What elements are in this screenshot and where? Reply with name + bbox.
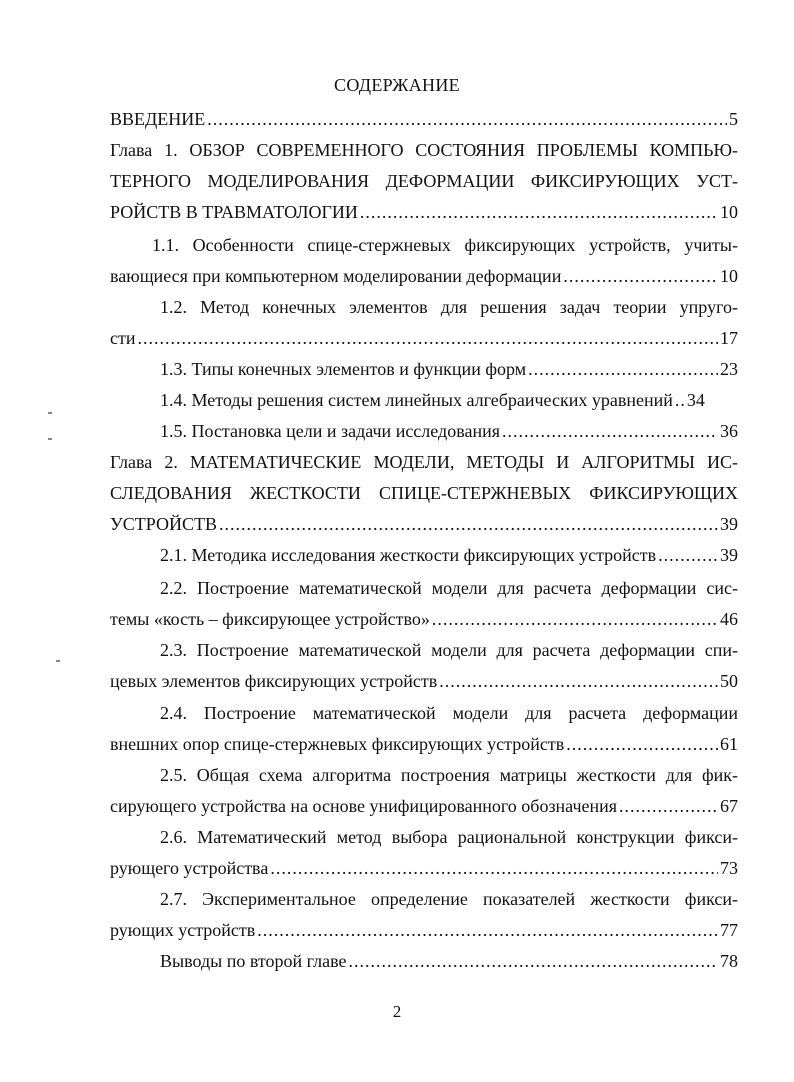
- toc-section-1-4: [160, 389, 738, 411]
- toc-entry-text: 2.1. Методика исследования жесткости фиксирующих устройств: [160, 545, 657, 565]
- toc-page-number: 77: [720, 920, 738, 940]
- toc-section-2-7-line-1: 2.7. Экспериментальное определение показателей жесткости фикси-: [160, 889, 738, 909]
- toc-page-number: 23: [720, 359, 738, 379]
- leader-dots: [138, 327, 719, 349]
- leader-dots: [528, 358, 718, 380]
- toc-page-number: 73: [720, 858, 738, 878]
- toc-section-1-2-line-2: [110, 327, 738, 349]
- toc-page-number: 67: [720, 796, 738, 816]
- toc-section-2-7-line-2: [110, 919, 738, 941]
- toc-section-2-6-line-2: [110, 857, 738, 879]
- toc-section-2-2-line-1: 2.2. Построение математической модели для расчета деформации сис-: [160, 578, 738, 598]
- toc-entry-text: УСТРОЙСТВ: [110, 514, 217, 534]
- toc-section-1-1-line-1: 1.1. Особенности спице-стержневых фиксирующих устройств, учиты-: [152, 235, 738, 255]
- toc-chapter-2-line-2: СЛЕДОВАНИЯ ЖЕСТКОСТИ СПИЦЕ-СТЕРЖНЕВЫХ ФИКСИРУЮЩИХ: [110, 483, 738, 503]
- toc-section-2-5-line-1: 2.5. Общая схема алгоритма построения матрицы жесткости для фик-: [160, 765, 738, 785]
- toc-entry-text: РОЙСТВ В ТРАВМАТОЛОГИИ: [110, 202, 358, 222]
- leader-dots: [675, 389, 685, 411]
- leader-dots: [270, 857, 718, 879]
- toc-section-2-3-line-1: 2.3. Построение математической модели для расчета деформации спи-: [160, 640, 738, 660]
- toc-entry-text: 1.5. Постановка цели и задачи исследования: [160, 421, 500, 441]
- scan-mark: [48, 412, 52, 414]
- scan-mark: [48, 438, 52, 440]
- toc-section-1-1-line-2: [110, 265, 738, 287]
- toc-page-number: 78: [720, 951, 738, 971]
- toc-chapter-2-line-1: Глава 2. МАТЕМАТИЧЕСКИЕ МОДЕЛИ, МЕТОДЫ И АЛГОРИТМЫ ИС-: [110, 452, 738, 472]
- toc-section-2-4-line-1: 2.4. Построение математической модели для расчета деформации: [160, 703, 738, 723]
- toc-entry-text: 1.4. Методы решения систем линейных алгебраических уравнений: [160, 390, 673, 410]
- toc-section-2-1: [160, 544, 738, 566]
- leader-dots: [207, 108, 727, 130]
- toc-section-1-5: [160, 420, 738, 442]
- toc-page-number: 50: [720, 671, 738, 691]
- toc-page-number: 10: [720, 202, 738, 222]
- toc-section-1-3: [160, 358, 738, 380]
- toc-conclusions: [160, 950, 738, 972]
- toc-entry-text: сирующего устройства на основе унифицированного обозначения: [110, 796, 618, 816]
- leader-dots: [566, 733, 718, 755]
- page-number: 2: [392, 1002, 402, 1021]
- toc-chapter-2-line-3: [110, 513, 738, 535]
- leader-dots: [348, 950, 718, 972]
- toc-entry-intro: [110, 108, 738, 130]
- scan-mark: [56, 660, 60, 662]
- toc-page-number: 61: [720, 734, 738, 754]
- toc-section-2-5-line-2: [110, 795, 738, 817]
- toc-entry-text: темы «кость – фиксирующее устройство»: [110, 609, 430, 629]
- toc-entry-text: рующих устройств: [110, 920, 256, 940]
- leader-dots: [658, 544, 718, 566]
- leader-dots: [563, 265, 718, 287]
- toc-entry-text: внешних опор спице-стержневых фиксирующих устройств: [110, 734, 565, 754]
- toc-chapter-1-line-2: ТЕРНОГО МОДЕЛИРОВАНИЯ ДЕФОРМАЦИИ ФИКСИРУЮЩИХ УСТ-: [110, 171, 738, 191]
- toc-entry-text: вающиеся при компьютерном моделировании деформации: [110, 266, 562, 286]
- leader-dots: [432, 608, 718, 630]
- leader-dots: [257, 919, 718, 941]
- toc-section-2-3-line-2: [110, 670, 738, 692]
- toc-entry-text: 1.3. Типы конечных элементов и функции форм: [160, 359, 527, 379]
- toc-page-number: 10: [720, 266, 738, 286]
- toc-entry-text: рующего устройства: [110, 858, 269, 878]
- toc-section-1-2-line-1: 1.2. Метод конечных элементов для решения задач теории упруго-: [160, 297, 738, 317]
- leader-dots: [219, 513, 718, 535]
- toc-page-number: 46: [720, 609, 738, 629]
- toc-chapter-1-line-1: Глава 1. ОБЗОР СОВРЕМЕННОГО СОСТОЯНИЯ ПРОБЛЕМЫ КОМПЬЮ-: [110, 140, 738, 160]
- toc-entry-text: Выводы по второй главе: [160, 951, 347, 971]
- toc-page-number: 36: [720, 421, 738, 441]
- toc-page-number: 34: [686, 390, 705, 410]
- page-title: СОДЕРЖАНИЕ: [334, 75, 460, 95]
- leader-dots: [439, 670, 718, 692]
- toc-section-2-6-line-1: 2.6. Математический метод выбора рациональной конструкции фикси-: [160, 827, 738, 847]
- toc-page-number: 39: [720, 545, 738, 565]
- toc-section-2-2-line-2: [110, 608, 738, 630]
- leader-dots: [360, 201, 718, 223]
- leader-dots: [619, 795, 718, 817]
- toc-section-2-4-line-2: [110, 733, 738, 755]
- toc-entry-text: сти: [110, 328, 136, 348]
- toc-page-number: 39: [720, 514, 738, 534]
- toc-page-number: 5: [729, 109, 738, 129]
- leader-dots: [502, 420, 718, 442]
- toc-chapter-1-line-3: [110, 201, 738, 223]
- toc-entry-text: ВВЕДЕНИЕ: [110, 109, 206, 129]
- toc-page-number: 17: [720, 328, 738, 348]
- toc-entry-text: цевых элементов фиксирующих устройств: [110, 671, 438, 691]
